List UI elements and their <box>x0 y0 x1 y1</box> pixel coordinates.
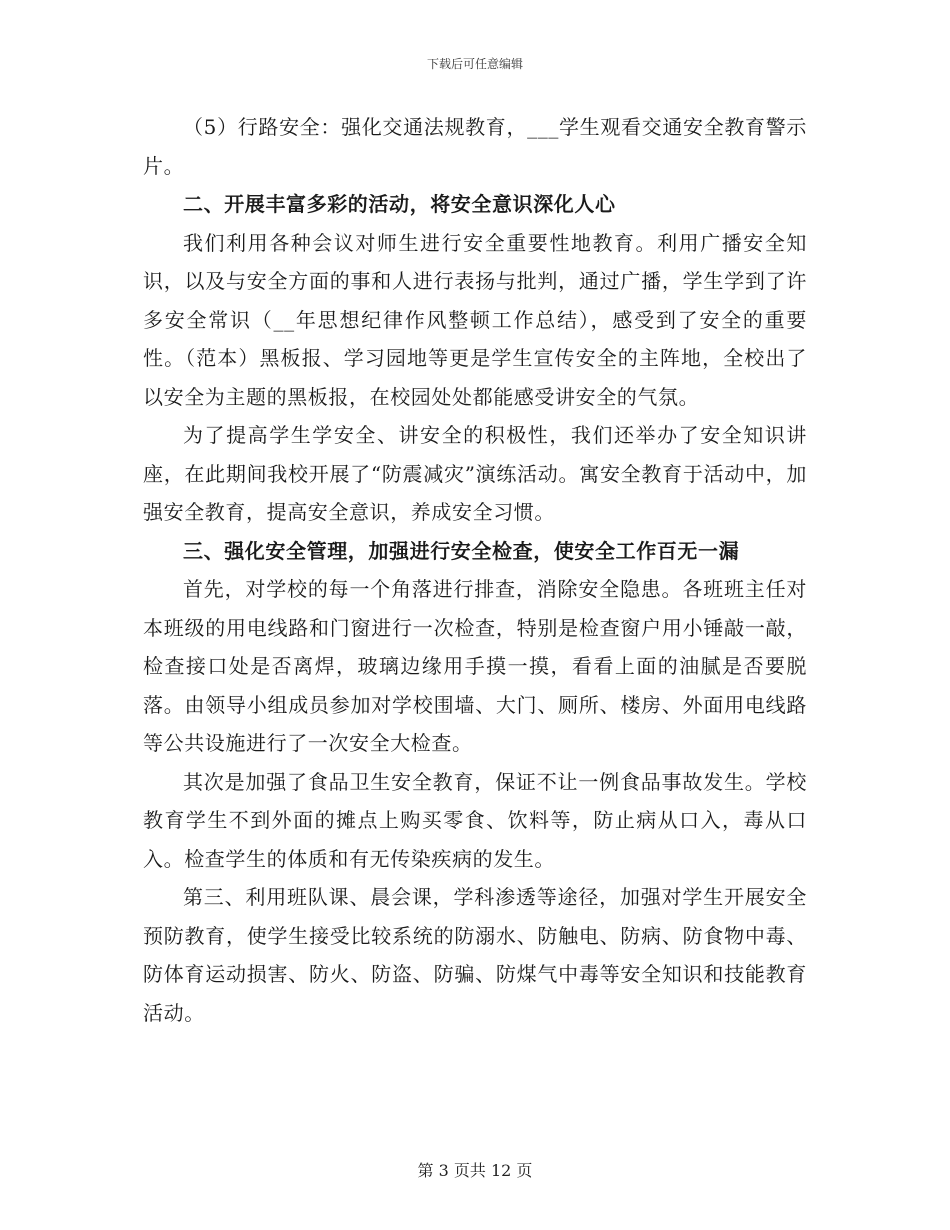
paragraph-food-safety: 其次是加强了食品卫生安全教育，保证不让一例食品事故发生。学校教育学生不到外面的摊点上购买零食、饮料等，防止病从口入，毒从口入。检查学生的体质和有无传染疾病的发生。 <box>143 769 807 871</box>
paragraph-traffic-safety: （5）行路安全：强化交通法规教育，___学生观看交通安全教育警示片。 <box>143 115 807 178</box>
paragraph-inspection: 首先，对学校的每一个角落进行排查，消除安全隐患。各班班主任对本班级的用电线路和门窗进行一次检查，特别是检查窗户用小锤敲一敲，检查接口处是否离焊，玻璃边缘用手摸一摸，看看上面的油腻是否要脱落。由领导小组成员参加对学校围墙、大门、厕所、楼房、外面用电线路等公共设施进行了一次安全大检查。 <box>143 577 807 755</box>
paragraph-prevention-education: 第三、利用班队课、晨会课，学科渗透等途径，加强对学生开展安全预防教育，使学生接受比较系统的防溺水、防触电、防病、防食物中毒、防体育运动损害、防火、防盗、防骗、防煤气中毒等安全知识和技能教育活动。 <box>143 885 807 1025</box>
document-body <box>143 108 807 1032</box>
paragraph-safety-lecture: 为了提高学生学安全、讲安全的积极性，我们还举办了安全知识讲座，在此期间我校开展了“防震减灾”演练活动。寓安全教育于活动中，加强安全教育，提高安全意识，养成安全习惯。 <box>143 423 807 524</box>
header-note: 下载后可任意编辑 <box>426 57 523 71</box>
section-heading-2: 二、开展丰富多彩的活动，将安全意识深化人心 <box>183 192 616 216</box>
page-footer: 第 3 页共 12 页 <box>417 1161 533 1180</box>
paragraph-meetings-broadcast: 我们利用各种会议对师生进行安全重要性地教育。利用广播安全知识，以及与安全方面的事和人进行表扬与批判，通过广播，学生学到了许多安全常识（__年思想纪律作风整顿工作总结），感受到了安全的重要性。（范本）黑板报、学习园地等更是学生宣传安全的主阵地，全校出了以安全为主题的黑板报，在校园处处都能感受讲安全的气氛。 <box>143 230 807 409</box>
section-heading-3: 三、强化安全管理，加强进行安全检查，使安全工作百无一漏 <box>183 538 740 563</box>
